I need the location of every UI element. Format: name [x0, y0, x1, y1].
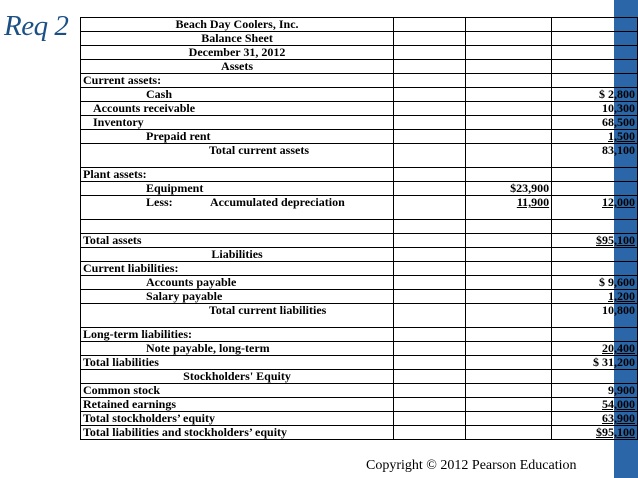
table-row — [81, 342, 638, 356]
statement-date: December 31, 2012 — [81, 46, 394, 60]
table-row — [81, 60, 638, 74]
table-row — [81, 384, 638, 398]
table-row — [81, 412, 638, 426]
table-row — [81, 262, 638, 276]
accounts-payable-label: Accounts payable — [81, 276, 394, 290]
table-row — [81, 304, 638, 328]
table-row — [81, 426, 638, 440]
table-row — [81, 276, 638, 290]
accounts-receivable-label: Accounts receivable — [81, 102, 394, 116]
table-row — [81, 398, 638, 412]
less-prefix: Less: — [146, 195, 173, 209]
total-assets-label: Total assets — [81, 234, 394, 248]
total-equity-value: 63,900 — [602, 411, 635, 425]
note-payable-label: Note payable, long-term — [81, 342, 394, 356]
prepaid-rent-value: 1,500 — [608, 129, 635, 143]
table-row — [81, 220, 638, 234]
equipment-label: Equipment — [81, 182, 394, 196]
accounts-receivable-value: 10,300 — [552, 102, 638, 116]
accumulated-depreciation-value: 11,900 — [516, 195, 550, 209]
slide-label: Req 2 — [4, 10, 69, 42]
total-liabilities-label: Total liabilities — [81, 356, 394, 370]
table-row — [81, 116, 638, 130]
cash-value: $ 2,800 — [552, 88, 638, 102]
net-plant-assets-value: 12,000 — [602, 195, 635, 209]
note-payable-value: 20,400 — [602, 341, 635, 355]
equipment-value: $23,900 — [465, 182, 551, 196]
total-liabilities-equity-label: Total liabilities and stockholders’ equity — [81, 426, 394, 440]
total-current-liabilities-label: Total current liabilities — [81, 304, 394, 328]
table-row — [81, 18, 638, 32]
table-row — [81, 130, 638, 144]
statement-title: Balance Sheet — [81, 32, 394, 46]
common-stock-label: Common stock — [81, 384, 394, 398]
table-row — [81, 370, 638, 384]
accumulated-depreciation-label: Accumulated depreciation — [210, 195, 345, 209]
total-current-liabilities-value: 10,800 — [552, 304, 638, 328]
inventory-value: 68,500 — [552, 116, 638, 130]
table-row — [81, 102, 638, 116]
table-row — [81, 182, 638, 196]
accounts-payable-value: $ 9,600 — [552, 276, 638, 290]
table-row — [81, 328, 638, 342]
table-row — [81, 46, 638, 60]
total-assets-value: $95,100 — [596, 233, 635, 247]
table-row — [81, 74, 638, 88]
table-row — [81, 88, 638, 102]
cash-label: Cash — [81, 88, 394, 102]
table-row — [81, 196, 638, 220]
inventory-label: Inventory — [81, 116, 394, 130]
total-equity-label: Total stockholders’ equity — [81, 412, 394, 426]
equity-heading: Stockholders' Equity — [81, 370, 394, 384]
total-liabilities-value: $ 31,200 — [552, 356, 638, 370]
retained-earnings-value: 54,000 — [602, 397, 635, 411]
table-row — [81, 32, 638, 46]
plant-assets-label: Plant assets: — [81, 168, 394, 182]
total-liabilities-equity-value: $95,100 — [596, 425, 635, 439]
current-liabilities-label: Current liabilities: — [81, 262, 394, 276]
retained-earnings-label: Retained earnings — [81, 398, 394, 412]
liabilities-heading: Liabilities — [81, 248, 394, 262]
copyright-notice: Copyright © 2012 Pearson Education — [366, 458, 577, 473]
salary-payable-label: Salary payable — [81, 290, 394, 304]
total-current-assets-label: Total current assets — [81, 144, 394, 168]
table-row — [81, 234, 638, 248]
table-row — [81, 144, 638, 168]
salary-payable-value: 1,200 — [608, 289, 635, 303]
current-assets-label: Current assets: — [81, 74, 394, 88]
table-row — [81, 356, 638, 370]
table-row — [81, 168, 638, 182]
assets-heading: Assets — [81, 60, 394, 74]
company-name: Beach Day Coolers, Inc. — [81, 18, 394, 32]
table-row — [81, 248, 638, 262]
total-current-assets-value: 83,100 — [552, 144, 638, 168]
prepaid-rent-label: Prepaid rent — [81, 130, 394, 144]
table-row — [81, 290, 638, 304]
balance-sheet-table — [80, 17, 638, 440]
long-term-liabilities-label: Long-term liabilities: — [81, 328, 394, 342]
common-stock-value: 9,900 — [552, 384, 638, 398]
